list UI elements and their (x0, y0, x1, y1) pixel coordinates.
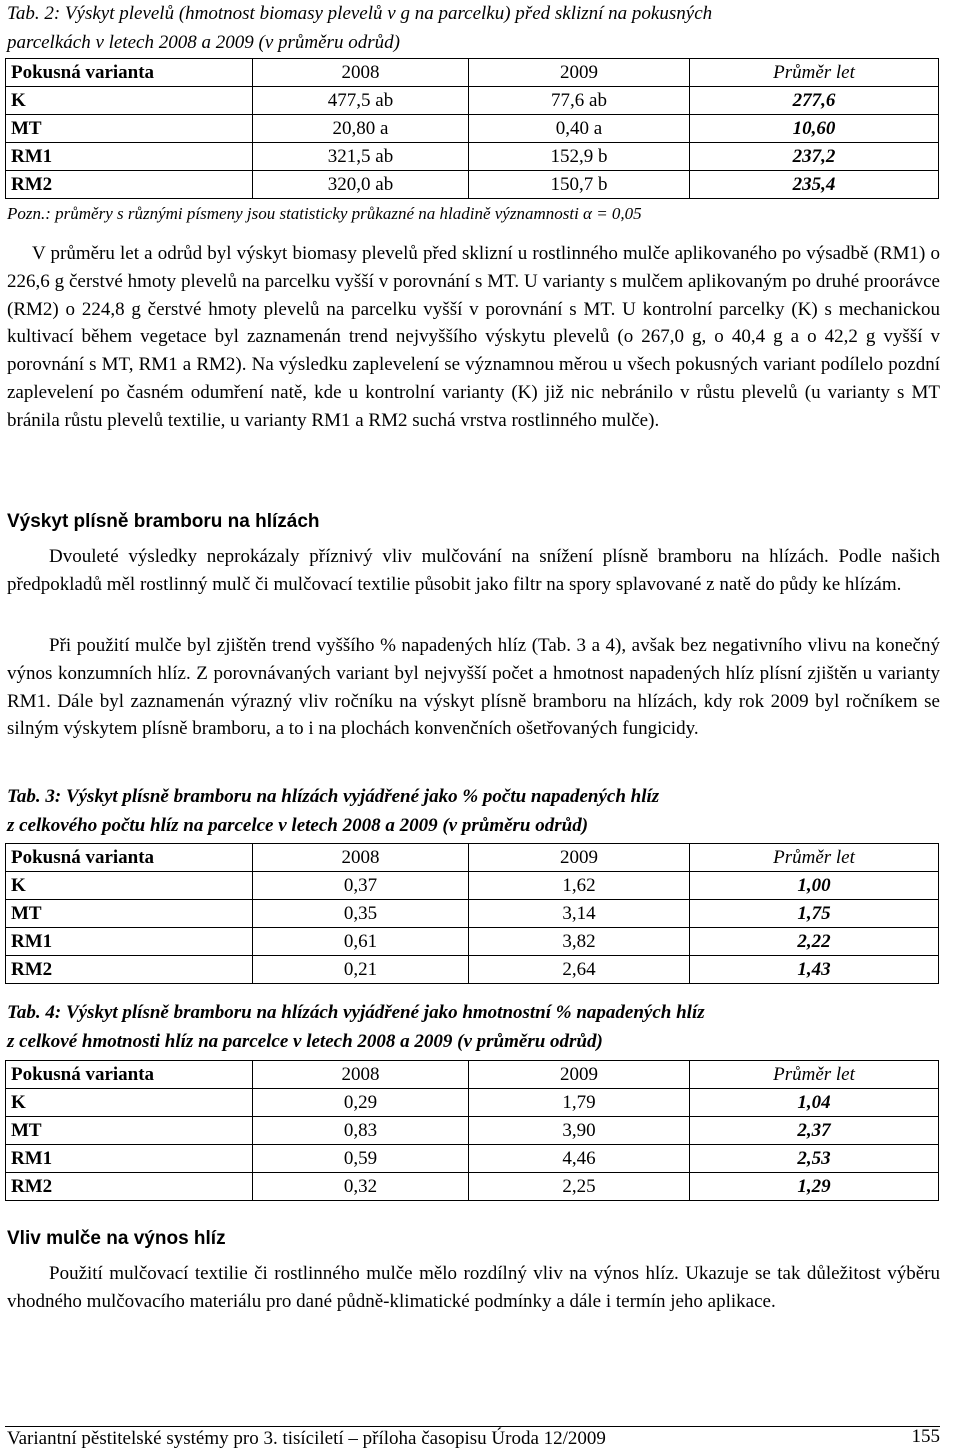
table-row (6, 928, 939, 956)
table-row (6, 1117, 939, 1145)
table-cell: 0,40 a (469, 115, 690, 143)
table-cell: K (6, 1089, 253, 1117)
table-cell: RM2 (6, 171, 253, 199)
footer-divider (5, 1426, 940, 1427)
header-cell: 2009 (469, 1061, 690, 1089)
table-cell: 152,9 b (469, 143, 690, 171)
table-cell: RM1 (6, 1145, 253, 1173)
header-cell: Pokusná varianta (6, 844, 253, 872)
table-cell: 3,90 (469, 1117, 690, 1145)
tab4-caption (7, 998, 940, 1056)
tab3-caption-line: Tab. 3: Výskyt plísně bramboru na hlízách vyjádřené jako % počtu napadených hlíz (7, 786, 660, 807)
table-cell: 10,60 (690, 115, 939, 143)
table-cell: 0,59 (253, 1145, 469, 1173)
table-cell: 1,75 (690, 900, 939, 928)
header-cell: 2008 (253, 844, 469, 872)
table-cell: 0,21 (253, 956, 469, 984)
header-cell: Průměr let (690, 844, 939, 872)
table-row (6, 872, 939, 900)
header-cell: Pokusná varianta (6, 59, 253, 87)
paragraph: Použití mulčovací textilie či rostlinného mulče mělo rozdílný vliv na výnos hlíz. Ukazuje se tak důležitost výběru vhodného mulčovacího materiálu pro dané půdně-klimatické podmínky a dále i termín jeho aplikace. (7, 1263, 940, 1312)
table-cell: MT (6, 115, 253, 143)
table-cell: 3,14 (469, 900, 690, 928)
tab4-caption-line: z celkové hmotnosti hlíz na parcelce v letech 2008 a 2009 (v průměru odrůd) (7, 1031, 603, 1052)
header-cell: 2009 (469, 844, 690, 872)
table-cell: MT (6, 900, 253, 928)
table-cell: 1,00 (690, 872, 939, 900)
table-cell: 1,43 (690, 956, 939, 984)
table-cell: 2,37 (690, 1117, 939, 1145)
tab2-caption-line: Tab. 2: Výskyt plevelů (hmotnost biomasy plevelů v g na parcelku) před sklizní na pokusných (7, 3, 713, 24)
table-row (6, 87, 939, 115)
tab2-table (5, 58, 939, 199)
table-cell: 2,64 (469, 956, 690, 984)
table-header-row (6, 1061, 939, 1089)
table-cell: 2,22 (690, 928, 939, 956)
table-header-row (6, 59, 939, 87)
table-cell: 0,29 (253, 1089, 469, 1117)
table-row (6, 1145, 939, 1173)
table-cell: 1,04 (690, 1089, 939, 1117)
table-row (6, 115, 939, 143)
paragraph: Při použití mulče byl zjištěn trend vyššího % napadených hlíz (Tab. 3 a 4), avšak bez negativního vlivu na konečný výnos konzumních hlíz. Z porovnávaných variant byl nejvyšší počet a hmotnost napadených hlíz plísní zjištěn u varianty RM1. Dále byl zaznamenán výrazný vliv ročníku na výskyt plísně bramboru na hlízách, kdy rok 2009 byl ročníkem se silným výskytem plísně bramboru, a to i na plochách konvenčních ošetřovaných fungicidy. (7, 635, 940, 740)
table-row (6, 143, 939, 171)
table-header-row (6, 844, 939, 872)
table-cell: 237,2 (690, 143, 939, 171)
table-cell: 0,83 (253, 1117, 469, 1145)
header-cell: Průměr let (690, 59, 939, 87)
table-row (6, 900, 939, 928)
header-cell: Průměr let (690, 1061, 939, 1089)
table-cell: MT (6, 1117, 253, 1145)
table-cell: 4,46 (469, 1145, 690, 1173)
table-row (6, 956, 939, 984)
footer-title: Variantní pěstitelské systémy pro 3. tisíciletí – příloha časopisu Úroda 12/2009 (7, 1428, 606, 1449)
header-cell: Pokusná varianta (6, 1061, 253, 1089)
table-cell: RM2 (6, 956, 253, 984)
tab4-table (5, 1060, 939, 1201)
table-cell: 3,82 (469, 928, 690, 956)
table-cell: 1,29 (690, 1173, 939, 1201)
table-row (6, 1089, 939, 1117)
table-cell: 0,37 (253, 872, 469, 900)
header-cell: 2008 (253, 1061, 469, 1089)
table-cell: 77,6 ab (469, 87, 690, 115)
table-row (6, 171, 939, 199)
table-cell: RM2 (6, 1173, 253, 1201)
table-cell: RM1 (6, 143, 253, 171)
table-cell: 1,79 (469, 1089, 690, 1117)
table-cell: 320,0 ab (253, 171, 469, 199)
tab4-caption-line: Tab. 4: Výskyt plísně bramboru na hlízách vyjádřené jako hmotnostní % napadených hlíz (7, 1002, 705, 1023)
section-heading: Výskyt plísně bramboru na hlízách (7, 511, 320, 532)
table-cell: 2,53 (690, 1145, 939, 1173)
table-cell: 0,32 (253, 1173, 469, 1201)
section-heading: Vliv mulče na výnos hlíz (7, 1228, 226, 1249)
paragraph: Dvouleté výsledky neprokázaly příznivý vliv mulčování na snížení plísně bramboru na hlízách. Podle našich předpokladů měl rostlinný mulč či mulčovací textilie působit jako filtr na spory splavované z natě do půdy ke hlízám. (7, 546, 940, 595)
table-cell: 150,7 b (469, 171, 690, 199)
table-cell: K (6, 872, 253, 900)
table-row (6, 1173, 939, 1201)
paragraph: V průměru let a odrůd byl výskyt biomasy plevelů před sklizní u rostlinného mulče aplikovaného po výsadbě (RM1) o 226,6 g čerstvé hmoty plevelů na parcelku vyšší v porovnání s MT. U varianty s mulčem aplikovaným po druhé proorávce (RM2) o 224,8 g čerstvé hmoty plevelů na parcelku vyšší v porovnání s MT. U kontrolní parcelky (K) s mechanickou kultivací během vegetace byl zaznamenán trend nejvyššího výskytu plevelů (o 267,0 g, o 40,4 g a o 42,2 g vyšší v porovnání s MT, RM1 a RM2). Na výsledku zaplevelení se významnou měrou u všech pokusných variant podílelo pozdní zaplevelení po časném odumření natě, kde u kontrolní varianty (K) již nic nebránilo v růstu plevelů (u varianty s MT bránila růstu plevelů textilie, u varianty RM1 a RM2 suchá vrstva rostlinného mulče). (7, 243, 940, 431)
table-cell: K (6, 87, 253, 115)
tab3-caption-line: z celkového počtu hlíz na parcelce v letech 2008 a 2009 (v průměru odrůd) (7, 815, 589, 836)
table-cell: 2,25 (469, 1173, 690, 1201)
tab2-caption (7, 0, 940, 57)
tab3-table (5, 843, 939, 984)
table-cell: 477,5 ab (253, 87, 469, 115)
header-cell: 2009 (469, 59, 690, 87)
tab3-caption (7, 782, 940, 840)
tab2-note: Pozn.: průměry s různými písmeny jsou statisticky průkazné na hladině významnosti α = 0,05 (7, 204, 642, 223)
table-cell: RM1 (6, 928, 253, 956)
table-cell: 235,4 (690, 171, 939, 199)
table-cell: 0,35 (253, 900, 469, 928)
tab2-caption-line: parcelkách v letech 2008 a 2009 (v průměru odrůd) (7, 32, 400, 53)
table-cell: 0,61 (253, 928, 469, 956)
page-number: 155 (911, 1426, 940, 1447)
table-cell: 1,62 (469, 872, 690, 900)
table-cell: 20,80 a (253, 115, 469, 143)
table-cell: 277,6 (690, 87, 939, 115)
table-cell: 321,5 ab (253, 143, 469, 171)
header-cell: 2008 (253, 59, 469, 87)
